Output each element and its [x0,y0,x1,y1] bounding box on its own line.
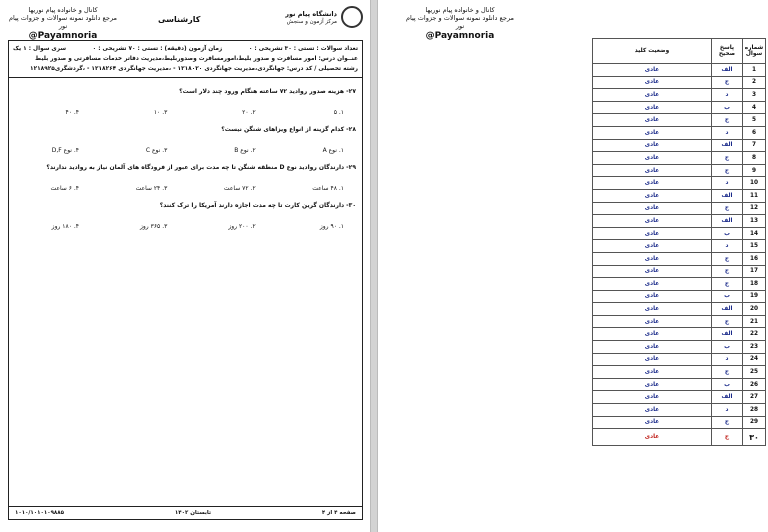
question-text: ۲۹- دارندگان روادید نوع D منطقه شنگن تا چه مدت برای عبور از فرودگاه های آلمان نیاز به روادید ندارند؟ [46,164,356,171]
option: ۴. نوع D,F [51,147,80,154]
exam-header [8,6,363,40]
option: ۴. ۶ ساعت [50,185,80,192]
key-answer: الف [712,64,743,77]
table-row [593,252,766,265]
key-number: 25 [743,366,766,379]
key-answer: ج [712,202,743,215]
key-number: 27 [743,391,766,404]
key-answer: ج [712,315,743,328]
page-number: صفحه ۴ از ۴ [321,510,356,516]
table-row [593,89,766,102]
watermark-brand: @Payamnoria [28,31,98,41]
key-status: عادی [593,227,712,240]
key-answer: ب [712,341,743,354]
key-answer: ب [712,378,743,391]
university-name: دانشگاه پیام نور [285,10,337,18]
key-status: عادی [593,290,712,303]
key-answer: ج [712,278,743,291]
page-gutter [370,0,378,532]
option: ۲. ۷۲ ساعت [223,185,256,192]
header-answer: پاسخ صحیح [712,39,743,64]
key-status: عادی [593,177,712,190]
university-seal-icon [341,6,363,28]
table-row [593,152,766,165]
table-row [593,353,766,366]
watermark-brand: @Payamnoria [425,31,495,41]
option: ۳. نوع C [145,147,168,154]
watermark [8,6,118,41]
key-status: عادی [593,366,712,379]
table-row [593,328,766,341]
key-number: 2 [743,76,766,89]
question-text: ۲۸- کدام گزینه از انواع ویزاهای شنگن نیست؟ [221,126,356,133]
table-row [593,177,766,190]
key-status: عادی [593,404,712,417]
key-status: عادی [593,202,712,215]
key-status: عادی [593,215,712,228]
key-status: عادی [593,114,712,127]
course-title: عنــوان درس: امور مسافرت و صدور بلیط،امورمسافرت وصدوربلیط،مدیریت دفاتر خدمات مسافرتی و صدور بلیط [35,56,358,62]
option: ۳. ۳۶۵ روز [140,223,168,230]
table-row [593,227,766,240]
key-status: عادی [593,391,712,404]
watermark-line2: مرجع دانلود نمونه سوالات و جزوات پیام نور [8,14,118,30]
watermark [405,6,515,41]
watermark-line2: مرجع دانلود نمونه سوالات و جزوات پیام نور [405,14,515,30]
key-answer: ج [712,429,743,446]
table-row [593,215,766,228]
key-number: 28 [743,404,766,417]
key-number: 24 [743,353,766,366]
key-number: 7 [743,139,766,152]
option: ۱. نوع A [322,147,344,154]
key-status: عادی [593,240,712,253]
key-number: 13 [743,215,766,228]
key-status: عادی [593,76,712,89]
key-number: 11 [743,189,766,202]
key-number: 16 [743,252,766,265]
key-status: عادی [593,315,712,328]
header-number: شماره سوال [743,39,766,64]
key-answer: ج [712,366,743,379]
option: ۲. نوع B [234,147,256,154]
key-answer: ج [712,416,743,429]
key-status: عادی [593,328,712,341]
option: ۴. ۱۸۰ روز [51,223,80,230]
option: ۲. ۲۰۰ روز [228,223,256,230]
key-status: عادی [593,126,712,139]
question [9,88,362,116]
key-number: 18 [743,278,766,291]
exam-footer [9,506,362,519]
table-row [593,315,766,328]
exam-info [9,41,362,78]
table-row [593,114,766,127]
table-row [593,278,766,291]
key-answer: الف [712,391,743,404]
key-status: عادی [593,189,712,202]
table-row [593,378,766,391]
option: ۳. ۲۴ ساعت [135,185,168,192]
key-status: عادی [593,152,712,165]
table-row [593,391,766,404]
table-row [593,341,766,354]
exam-page [0,0,370,532]
key-answer: د [712,126,743,139]
key-number: 21 [743,315,766,328]
key-number: 9 [743,164,766,177]
table-row [593,189,766,202]
key-answer: د [712,353,743,366]
key-answer: ب [712,290,743,303]
key-number: 4 [743,101,766,114]
key-answer: الف [712,139,743,152]
key-answer: ج [712,164,743,177]
key-answer: ج [712,252,743,265]
table-row [593,202,766,215]
key-answer: د [712,404,743,417]
key-status: عادی [593,101,712,114]
table-row [593,101,766,114]
key-answer: د [712,240,743,253]
key-number: 19 [743,290,766,303]
key-number: 22 [743,328,766,341]
field-code: رشته تحصیلی / کد درس: جهانگردی،مدیریت جهانگردی ۱۲۱۸۰۲۰ - ،مدیریت جهانگردی ۱۲۱۸۲۶۴ - ،گردشگری۱۲۱۸۹۲۵ [30,66,358,72]
key-answer: الف [712,303,743,316]
key-answer: ج [712,152,743,165]
center-name: مرکز آزمون و سنجش [286,19,337,25]
key-status: عادی [593,303,712,316]
key-number: 23 [743,341,766,354]
key-status: عادی [593,341,712,354]
key-answer: ب [712,227,743,240]
degree-level: کارشناسی [158,15,201,24]
table-row [593,139,766,152]
table-row [593,240,766,253]
key-status: عادی [593,429,712,446]
key-status: عادی [593,278,712,291]
key-answer: د [712,177,743,190]
question [9,164,362,192]
question-text: ۲۷- هزینه صدور روادید ۷۲ ساعته هنگام ورود چند دلار است؟ [179,88,356,95]
key-number: 20 [743,303,766,316]
table-row [593,290,766,303]
key-number: 12 [743,202,766,215]
key-answer: ب [712,101,743,114]
exam-code: ۱۰۱۰/۱۰۱۰۱۰۹۸۸۵ [15,510,65,516]
key-status: عادی [593,164,712,177]
question [9,126,362,154]
table-row [593,366,766,379]
key-status: عادی [593,89,712,102]
question [9,202,362,230]
key-number: 15 [743,240,766,253]
table-row [593,404,766,417]
key-number: 29 [743,416,766,429]
answer-key-page [378,0,768,532]
key-answer: ج [712,114,743,127]
key-status: عادی [593,139,712,152]
table-row [593,64,766,77]
option: ۴. ۴۰ [65,109,80,116]
key-answer: الف [712,215,743,228]
question-count: تعداد سوالات : تستی : ۳۰ تشریحی : ۰ [248,46,358,52]
key-answer: الف [712,189,743,202]
table-row [593,429,766,446]
watermark-line1: کانال و خانواده پیام نوریها [28,6,98,14]
option: ۱. ۹۰ روز [319,223,344,230]
key-number: 17 [743,265,766,278]
table-row [593,303,766,316]
key-answer: ج [712,265,743,278]
table-row [593,416,766,429]
key-answer: د [712,89,743,102]
key-answer: الف [712,328,743,341]
key-number: 8 [743,152,766,165]
key-status: عادی [593,416,712,429]
key-number: 14 [743,227,766,240]
table-row [593,76,766,89]
key-number: 10 [743,177,766,190]
option: ۲. ۲۰ [242,109,256,116]
option: ۱. ۵ [333,109,344,116]
key-status: عادی [593,252,712,265]
key-number: 26 [743,378,766,391]
key-status: عادی [593,378,712,391]
key-number: 5 [743,114,766,127]
exam-term: تابستان ۱۴۰۲ [174,510,212,516]
key-number: 3 [743,89,766,102]
option: ۳. ۱۰ [153,109,168,116]
header-status: وضعیت کلید [593,39,712,64]
key-answer: ج [712,76,743,89]
option: ۱. ۴۸ ساعت [312,185,344,192]
key-number: 1 [743,64,766,77]
key-number: 6 [743,126,766,139]
exam-time: زمان آزمون (دقیقه) : تستی : ۷۰ تشریحی : ۰ [92,46,223,52]
key-status: عادی [593,265,712,278]
series: سری سوال : ۱ یک [13,46,67,52]
key-status: عادی [593,64,712,77]
table-row [593,265,766,278]
watermark-line1: کانال و خانواده پیام نوریها [425,6,495,14]
answer-key-table [592,38,766,446]
key-number: ۳۰ [743,429,766,446]
question-sheet [8,40,363,520]
question-text: ۳۰- دارندگان گرین کارت تا چه مدت اجازه دارند آمریکا را ترک کنند؟ [159,202,356,209]
table-row [593,126,766,139]
key-status: عادی [593,353,712,366]
table-row [593,164,766,177]
